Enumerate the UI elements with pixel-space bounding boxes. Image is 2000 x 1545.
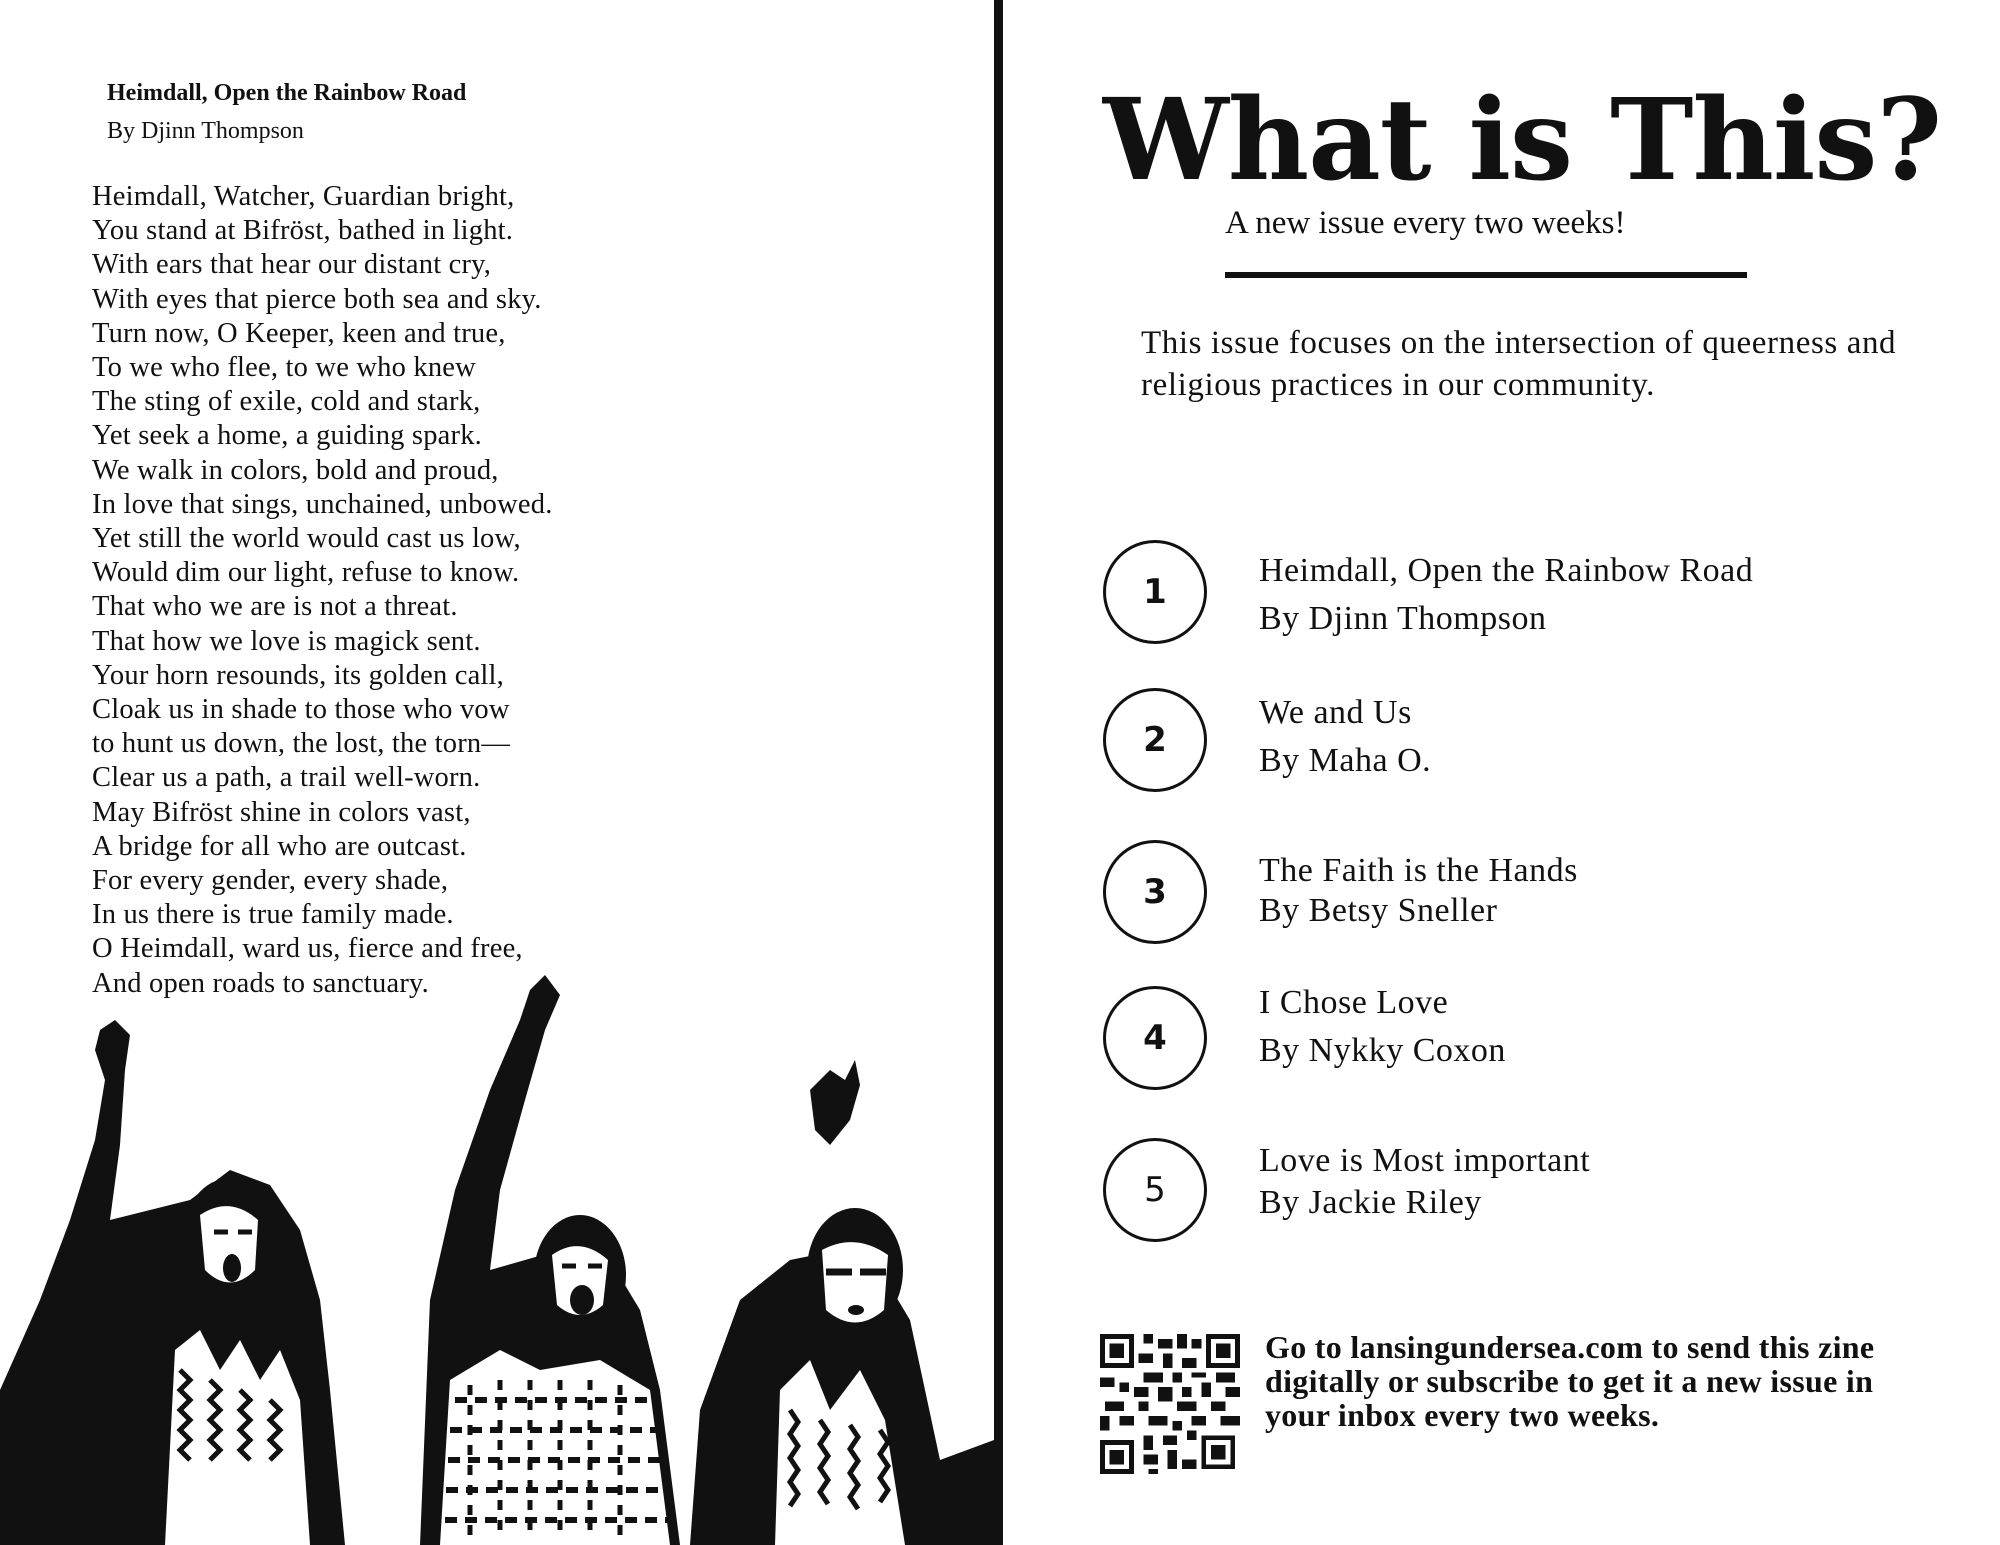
toc-number-circle: 2 xyxy=(1103,688,1207,792)
toc-item xyxy=(1103,840,1963,960)
toc-number-circle: 1 xyxy=(1103,540,1207,644)
toc-title: The Faith is the Hands xyxy=(1259,852,1578,889)
poem-line: Turn now, O Keeper, keen and true, xyxy=(92,317,506,349)
poem-line: Clear us a path, a trail well-worn. xyxy=(92,762,481,794)
right-page xyxy=(1003,0,2000,1545)
toc-author: By Nykky Coxon xyxy=(1259,1032,1506,1069)
left-page xyxy=(0,0,994,1545)
poem-body xyxy=(92,180,553,1001)
toc-item xyxy=(1103,986,1963,1106)
toc-author: By Djinn Thompson xyxy=(1259,600,1547,637)
poem-line: And open roads to sanctuary. xyxy=(92,967,429,999)
toc-author: By Maha O. xyxy=(1259,742,1432,779)
poem-line: In us there is true family made. xyxy=(92,899,454,931)
poem-line: Yet still the world would cast us low, xyxy=(92,523,521,555)
toc-item xyxy=(1103,1138,1963,1258)
toc-number-circle: 5 xyxy=(1103,1138,1207,1242)
subscribe-text: Go to lansingundersea.com to send this zine digitally or subscribe to get it a new issue in your inbox every two weeks. xyxy=(1265,1329,1875,1433)
toc-number-circle: 4 xyxy=(1103,986,1207,1090)
poem-line: Would dim our light, refuse to know. xyxy=(92,557,520,589)
center-divider xyxy=(994,0,1003,1545)
toc-title: I Chose Love xyxy=(1259,984,1449,1021)
subtitle: A new issue every two weeks! xyxy=(1225,205,1626,241)
poem-line: With eyes that pierce both sea and sky. xyxy=(92,283,542,315)
toc-number-circle: 3 xyxy=(1103,840,1207,944)
poem-line: To we who flee, to we who knew xyxy=(92,352,476,384)
poem-line: With ears that hear our distant cry, xyxy=(92,249,492,281)
toc-item xyxy=(1103,540,1963,660)
toc-author: By Jackie Riley xyxy=(1259,1184,1482,1221)
poem-line: The sting of exile, cold and stark, xyxy=(92,386,481,418)
page-title: What is This? xyxy=(1103,75,1942,206)
poem-author: By Djinn Thompson xyxy=(107,118,304,144)
title-rule xyxy=(1225,272,1747,278)
toc-title: We and Us xyxy=(1259,694,1412,731)
poem-line: In love that sings, unchained, unbowed. xyxy=(92,488,553,520)
protest-illustration xyxy=(0,970,994,1545)
poem-line: That who we are is not a threat. xyxy=(92,591,458,623)
toc-item xyxy=(1103,688,1963,808)
toc-title: Heimdall, Open the Rainbow Road xyxy=(1259,552,1754,589)
poem-line: Cloak us in shade to those who vow xyxy=(92,694,510,726)
toc-author: By Betsy Sneller xyxy=(1259,892,1498,929)
poem-line: You stand at Bifröst, bathed in light. xyxy=(92,215,514,247)
poem-line: We walk in colors, bold and proud, xyxy=(92,454,499,486)
poem-line: May Bifröst shine in colors vast, xyxy=(92,796,471,828)
poem-line: O Heimdall, ward us, fierce and free, xyxy=(92,933,523,965)
poem-line: Heimdall, Watcher, Guardian bright, xyxy=(92,181,515,212)
poem-line: A bridge for all who are outcast. xyxy=(92,830,467,862)
poem-line: Yet seek a home, a guiding spark. xyxy=(92,420,482,452)
qr-code[interactable] xyxy=(1100,1334,1240,1474)
intro-text: This issue focuses on the intersection of queerness and religious practices in our community. xyxy=(1141,325,1897,403)
poem-line: That how we love is magick sent. xyxy=(92,625,481,657)
poem-line: to hunt us down, the lost, the torn— xyxy=(92,728,511,760)
poem-title: Heimdall, Open the Rainbow Road xyxy=(107,80,467,106)
poem-line: Your horn resounds, its golden call, xyxy=(92,659,504,691)
poem-line: For every gender, every shade, xyxy=(92,865,449,897)
toc-title: Love is Most important xyxy=(1259,1142,1591,1179)
